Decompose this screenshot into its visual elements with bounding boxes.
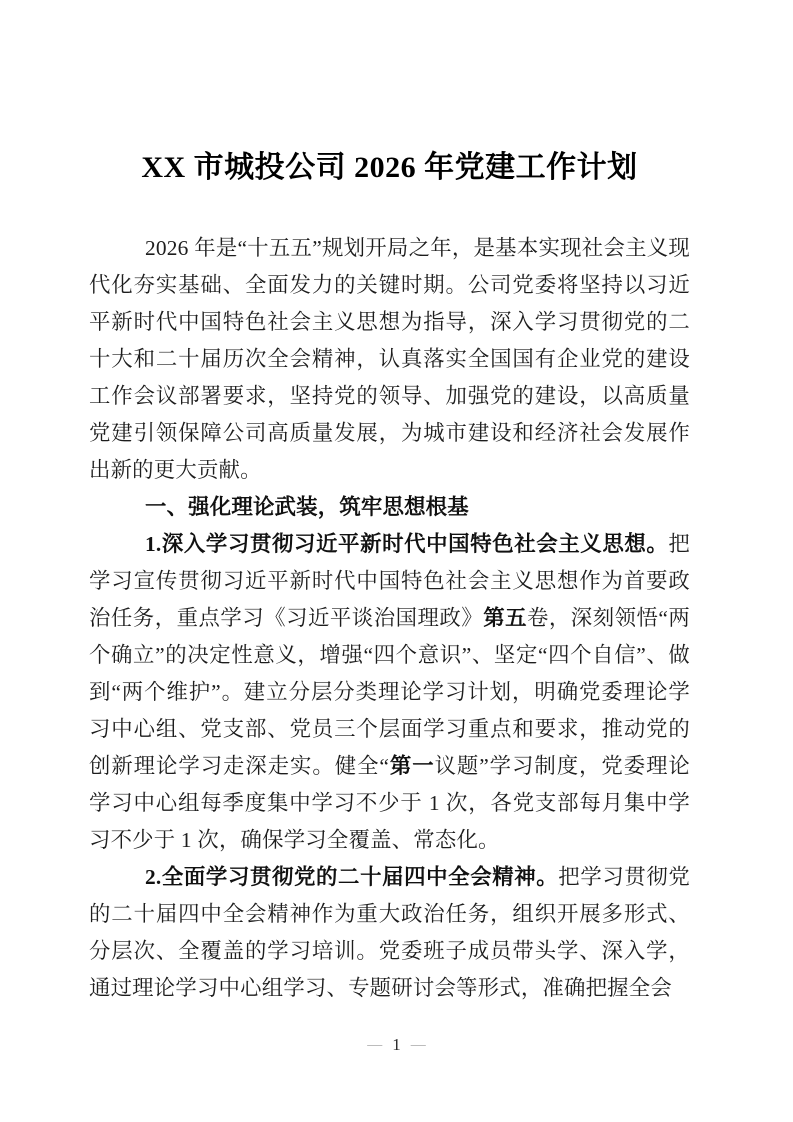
item-1-bold-first-topic: 第一 (389, 754, 435, 778)
item-2-lead-bold: 2.全面学习贯彻党的二十届四中全会精神。 (145, 865, 559, 889)
item-1-text-b: 卷，深刻领悟“两个确立”的决定性意义，增强“四个意识”、坚定“四个自信”、做到“两个维护”。建立分层分类理论学习计划，明确党委理论学习中心组、党支部、党员三个层面学习重点和要求，推动党的创新理论学习走深走实。健全“ (89, 606, 690, 778)
document-content (89, 0, 690, 1007)
item-1-text-a: 把学习宣传贯彻习近平新时代中国特色社会主义思想作为首要政治任务，重点学习《习近平谈治国理政》 (89, 532, 690, 630)
item-1-bold-volume: 第五 (483, 606, 527, 630)
paragraph-intro-text: 2026 年是“十五五”规划开局之年，是基本实现社会主义现代化夯实基础、全面发力的关键时期。公司党委将坚持以习近平新时代中国特色社会主义思想为指导，深入学习贯彻党的二十大和二十届历次全会精神，认真落实全国国有企业党的建设工作会议部署要求，坚持党的领导、加强党的建设，以高质量党建引领保障公司高质量发展，为城市建设和经济社会发展作出新的更大贡献。 (89, 236, 690, 482)
paragraph-item-2 (89, 859, 690, 1007)
item-1-lead-bold: 1.深入学习贯彻习近平新时代中国特色社会主义思想。 (145, 532, 669, 556)
document-title: XX 市城投公司 2026 年党建工作计划 (141, 151, 638, 184)
item-2-text: 把学习贯彻党的二十届四中全会精神作为重大政治任务，组织开展多形式、分层次、全覆盖的学习培训。党委班子成员带头学、深入学，通过理论学习中心组学习、专题研讨会等形式，准确把握全会 (89, 865, 691, 1000)
footer-dash-right: — (410, 1038, 426, 1052)
section-heading-1 (89, 489, 690, 526)
page-footer (0, 1031, 793, 1059)
section-heading-1-text: 一、强化理论武装，筑牢思想根基 (145, 495, 469, 519)
item-1-text-c: 议题”学习制度，党委理论学习中心组每季度集中学习不少于 1 次，各党支部每月集中学习不少于 1 次，确保学习全覆盖、常态化。 (89, 754, 690, 852)
paragraph-intro (89, 230, 690, 489)
footer-dash-left: — (367, 1038, 383, 1052)
page-number: 1 (392, 1035, 401, 1054)
paragraph-item-1 (89, 526, 690, 859)
